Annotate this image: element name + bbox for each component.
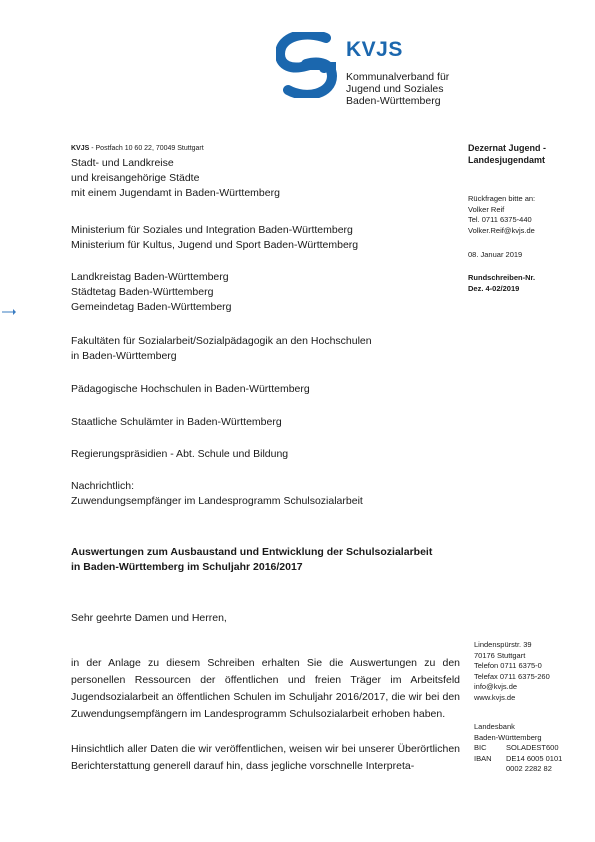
department-label: Dezernat Jugend - Landesjugendamt [468, 143, 547, 165]
recipient-group-6: Staatliche Schulämter in Baden-Württemberg [71, 416, 282, 428]
contact-block: Rückfragen bitte an: Volker Reif Tel. 0711 6375-440 Volker.Reif@kvjs.de [468, 194, 586, 236]
letter-date: 08. Januar 2019 [468, 250, 523, 259]
recipient-group-5: Pädagogische Hochschulen in Baden-Württemberg [71, 383, 310, 395]
recipient-group-1: Stadt- und Landkreise und kreisangehörige Städte mit einem Jugendamt in Baden-Württemberg [71, 157, 280, 199]
footer-bank: Landesbank Baden-Württemberg BIC SOLADEST600 IBAN DE14 6005 0101 0002 2282 82 [474, 722, 563, 773]
recipient-group-2: Ministerium für Soziales und Integration Baden-Württemberg Ministerium für Kultus, Jugend und Sport Baden-Württemberg [71, 224, 359, 251]
logo-subtitle: Kommunalverband für Jugend und Soziales Baden-Württemberg [346, 71, 450, 107]
greeting: Sehr geehrte Damen und Herren, [71, 612, 227, 624]
footer-website[interactable]: www.kvjs.de [474, 692, 516, 702]
recipient-group-7: Regierungspräsidien - Abt. Schule und Bildung [71, 448, 289, 460]
kvjs-logo-icon [276, 32, 338, 98]
body-paragraph-1: in der Anlage zu diesem Schreiben erhalten Sie die Auswertungen zu den personellen Ressourcen der öffentlichen und freien Träger im Arbeitsfeld Jugendsozialarbeit an öffentlichen Schulen im Schuljahr 2016/2017, die wir bei den Zuwendungsempfängern im Landesprogramm Schulsozialarbeit erhoben haben. [71, 657, 460, 720]
contact-email[interactable]: Volker.Reif@kvjs.de [468, 225, 535, 235]
footer-email[interactable]: info@kvjs.de [474, 682, 518, 691]
logo-wordmark: KVJS [346, 38, 403, 61]
recipient-group-8: Nachrichtlich: Zuwendungsempfänger im Landesprogramm Schulsozialarbeit [71, 480, 363, 507]
fold-mark-arrow-icon [2, 308, 16, 316]
recipient-group-3: Landkreistag Baden-Württemberg Städtetag Baden-Württemberg Gemeindetag Baden-Württemberg [71, 271, 232, 313]
body-paragraph-2: Hinsichtlich aller Daten die wir veröffentlichen, weisen wir bei unserer Überörtlichen Berichterstattung generell darauf hin, dass jegliche vorschnelle Interpreta- [71, 743, 460, 772]
subject-line: Auswertungen zum Ausbaustand und Entwicklung der Schulsozialarbeit in Baden-Württemberg im Schuljahr 2016/2017 [71, 546, 433, 573]
circular-number: Rundschreiben-Nr. Dez. 4-02/2019 [468, 273, 536, 293]
sender-line: KVJS - Postfach 10 60 22, 70049 Stuttgart [71, 145, 204, 152]
recipient-group-4: Fakultäten für Sozialarbeit/Sozialpädagogik an den Hochschulen in Baden-Württemberg [71, 335, 372, 362]
footer-address: Lindenspürstr. 39 70176 Stuttgart Telefon 0711 6375-0 Telefax 0711 6375-260 info@kvjs.de www.kvjs.de [474, 640, 589, 703]
